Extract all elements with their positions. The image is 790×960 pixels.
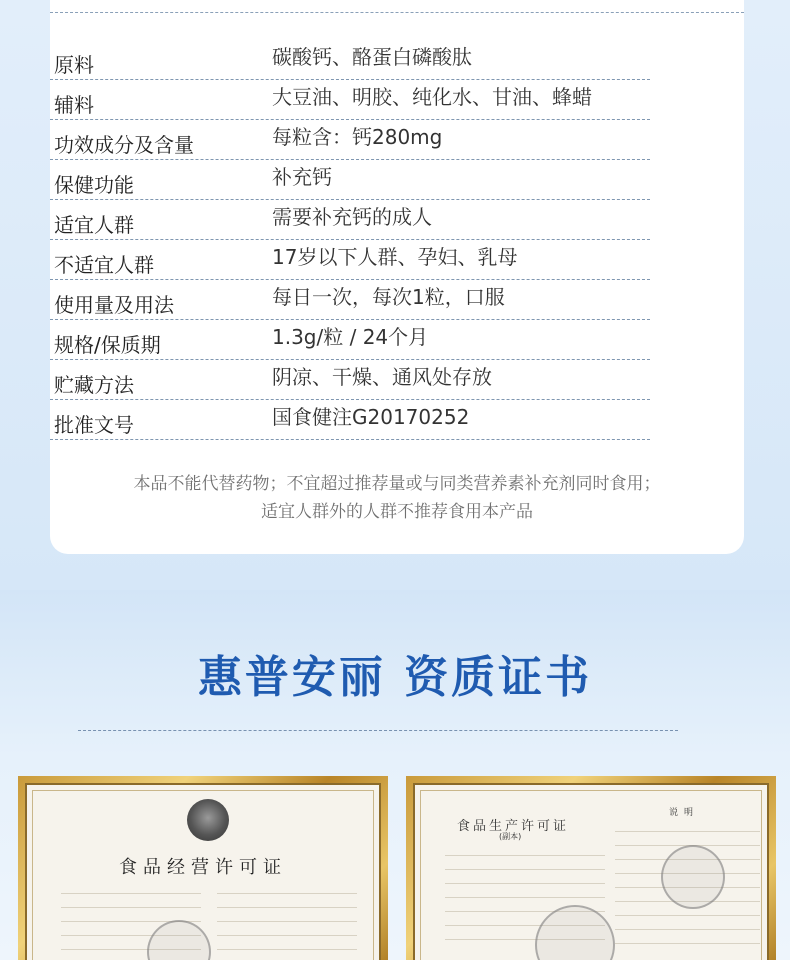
certificate-notes-title: 说明: [669, 808, 700, 818]
certificate-title: 食品生产许可证: [457, 819, 570, 834]
spec-value: 17岁以下人群、孕妇、乳母: [272, 245, 518, 269]
spec-row: [50, 280, 650, 320]
spec-row: [50, 200, 650, 240]
spec-row: [50, 160, 650, 200]
spec-value: 碳酸钙、酪蛋白磷酸肽: [272, 45, 472, 69]
certificate-frame-left: [18, 776, 388, 960]
spec-value: 每粒含：钙280mg: [272, 125, 443, 149]
spec-label: 批准文号: [54, 413, 134, 437]
spec-value: 需要补充钙的成人: [272, 205, 432, 229]
section-title: 惠普安丽 资质证书: [197, 652, 593, 703]
spec-value: 大豆油、明胶、纯化水、甘油、蜂蜡: [272, 85, 592, 109]
spec-label: 辅料: [54, 93, 94, 117]
spec-row: [50, 40, 650, 80]
spec-label: 适宜人群: [54, 213, 134, 237]
spec-label: 不适宜人群: [54, 253, 154, 277]
official-seal-icon: [661, 845, 725, 909]
spec-value: 补充钙: [272, 165, 332, 189]
spec-table: [50, 40, 650, 440]
spec-label: 功效成分及含量: [54, 133, 194, 157]
national-emblem-icon: [187, 799, 229, 841]
spec-row: [50, 400, 650, 440]
spec-row: [50, 360, 650, 400]
certificate-title: 食品经营许可证: [119, 857, 287, 878]
notice-line-1: 本品不能代替药物；不宜超过推荐量或与同类营养素补充剂同时食用；: [133, 474, 661, 494]
certificate-fine-print: [217, 885, 357, 955]
spec-row: [50, 240, 650, 280]
spec-row: [50, 320, 650, 360]
spec-label: 规格/保质期: [54, 333, 161, 357]
spec-value: 阴凉、干燥、通风处存放: [272, 365, 492, 389]
certificate-document: [413, 783, 769, 960]
notice-line-2: 适宜人群外的人群不推荐食用本产品: [261, 502, 533, 522]
certificate-subtitle: (副本): [499, 832, 522, 841]
spec-label: 保健功能: [54, 173, 134, 197]
certificate-document: [25, 783, 381, 960]
spec-label: 原料: [54, 53, 94, 77]
spec-value: 1.3g/粒 / 24个月: [272, 325, 429, 349]
spec-label: 使用量及用法: [54, 293, 174, 317]
spec-value: 每日一次，每次1粒，口服: [272, 285, 505, 309]
spec-row: [50, 80, 650, 120]
spec-value: 国食健注G20170252: [272, 405, 470, 429]
certificate-frame-right: [406, 776, 776, 960]
top-divider: [50, 12, 744, 13]
spec-label: 贮藏方法: [54, 373, 134, 397]
title-divider: [78, 730, 678, 731]
spec-row: [50, 120, 650, 160]
